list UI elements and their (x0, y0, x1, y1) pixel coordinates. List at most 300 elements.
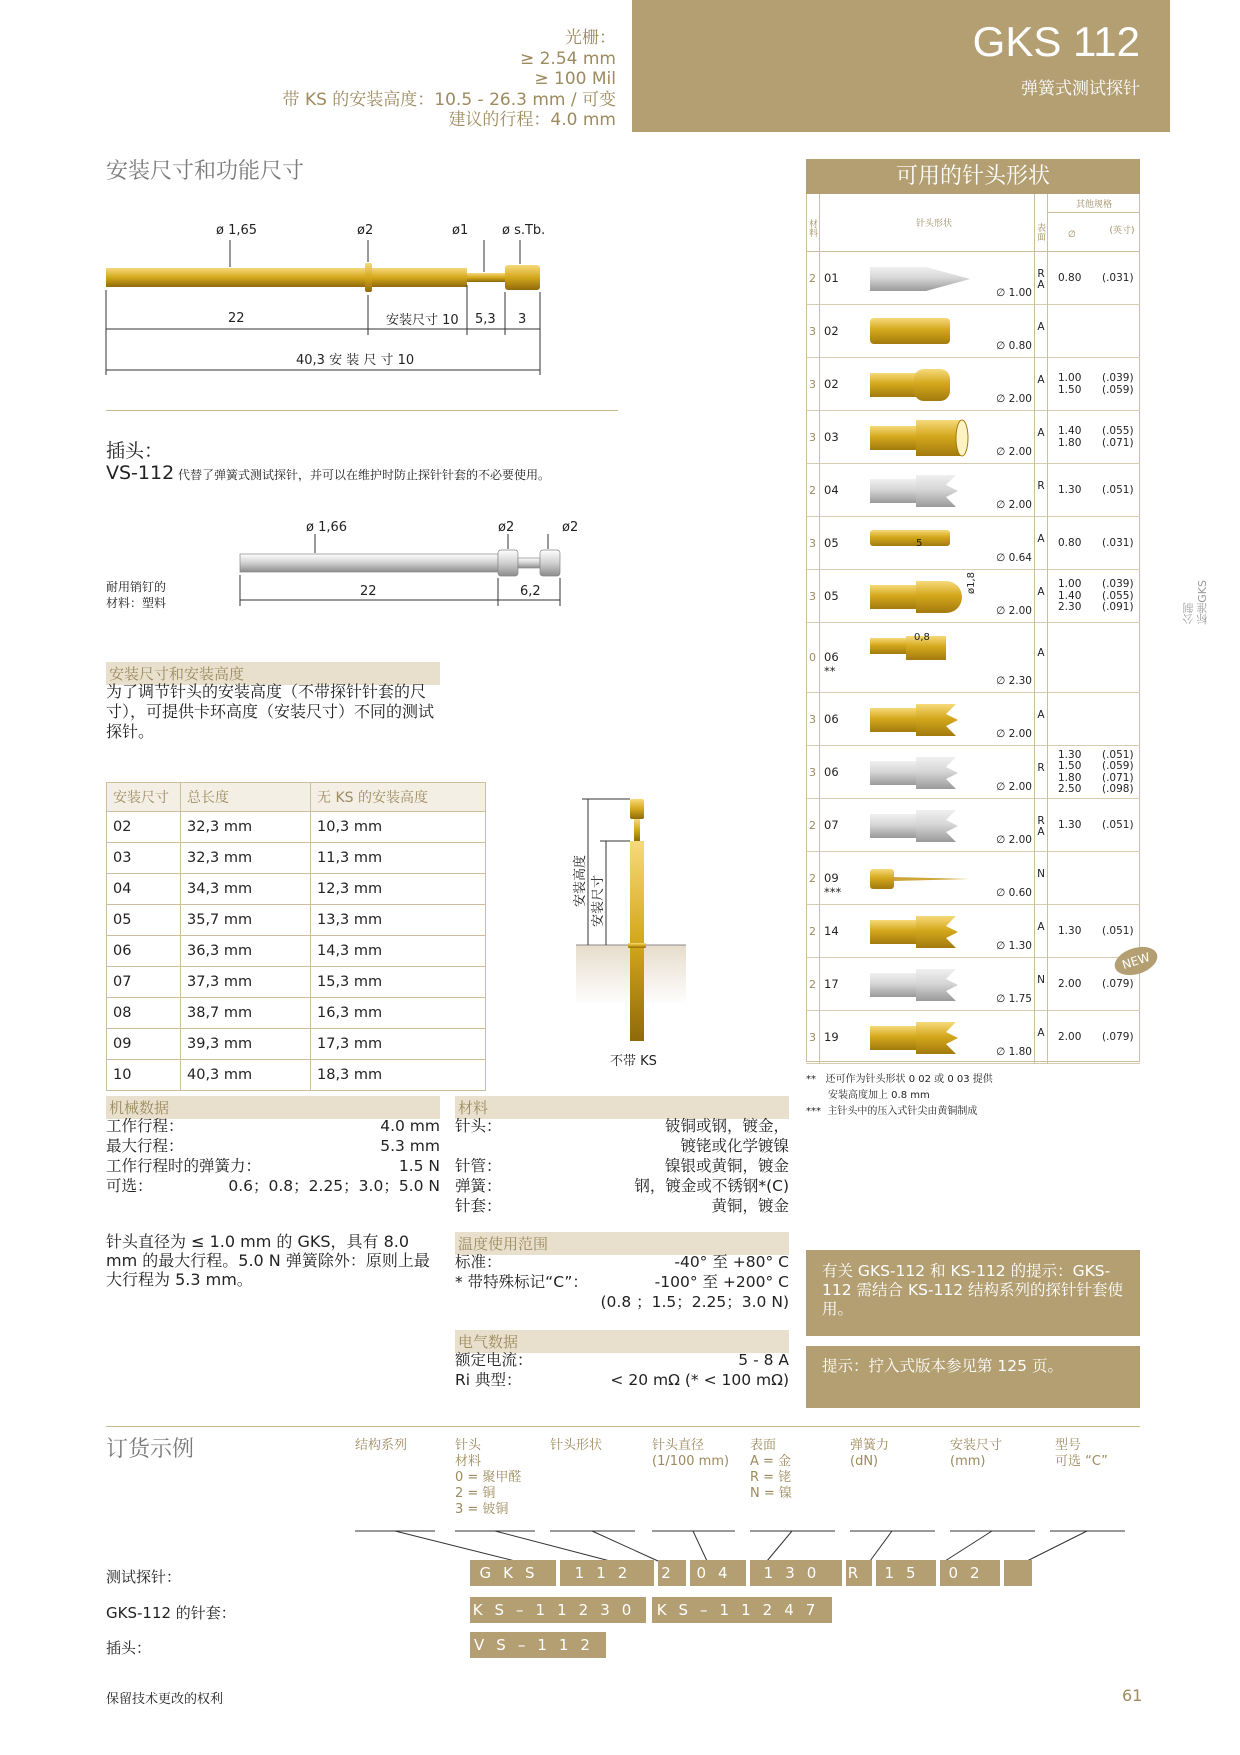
table-row (107, 967, 486, 998)
tip-shape-icon (866, 908, 976, 956)
tip-shape-icon (866, 961, 976, 1009)
cell: 34,3 mm (181, 874, 311, 905)
mech-value: 5.3 mm (380, 1137, 440, 1155)
order-box: R (846, 1560, 872, 1586)
shape-diameter: ∅ 2.00 (996, 728, 1032, 740)
elec-label: Ri 典型： (455, 1371, 522, 1389)
cell: 40,3 mm (181, 1060, 311, 1091)
shape-material: 2 (806, 852, 820, 905)
shape-size (1058, 693, 1098, 746)
shape-material: 2 (806, 958, 820, 1011)
shape-figure (866, 308, 976, 359)
order-title: 订货示例 (106, 1437, 195, 1462)
shape-material: 3 (806, 358, 820, 411)
col-shape: 针头形状 (916, 219, 953, 229)
shape-inch: (.079) (1102, 977, 1134, 990)
tip-shape-icon (866, 361, 976, 409)
order-boxes-row-3 (470, 1632, 606, 1658)
spec-line: 带 KS 的安装高度：10.5 - 26.3 mm / 可变 (282, 89, 616, 110)
order-col-line: 表面 (750, 1438, 777, 1453)
tip-shape-icon (866, 855, 976, 903)
shape-surface: N (1034, 852, 1048, 905)
elec-row (455, 1370, 789, 1390)
shape-figure (866, 908, 976, 959)
cell: 37,3 mm (181, 967, 311, 998)
cell: 02 (107, 812, 181, 843)
shape-figure (866, 749, 976, 800)
shape-row (806, 958, 1140, 1011)
material-rows (455, 1116, 789, 1216)
spec-line: ≥ 100 Mil (534, 69, 616, 89)
mech-value: 4.0 mm (380, 1117, 440, 1135)
side-label-1: 公制 (1182, 602, 1195, 625)
material-row (455, 1116, 789, 1136)
mech-label: 工作行程时的弹簧力： (106, 1157, 262, 1175)
material-row (455, 1196, 789, 1216)
spec-line: 建议的行程：4.0 mm (448, 110, 616, 130)
shape-code: 06 (824, 764, 839, 779)
order-col-line: 3 = 铍铜 (455, 1502, 509, 1517)
shape-figure (866, 414, 976, 465)
material-label: 弹簧： (455, 1177, 502, 1195)
shape-inch (1102, 623, 1142, 693)
shape-size (1058, 305, 1098, 358)
shape-size: 1.30 1.50 1.80 2.50 (1058, 748, 1082, 795)
plug-material-2: 材料：塑料 (106, 596, 167, 610)
shape-inch: (.051) (1102, 924, 1134, 937)
shape-figure (866, 361, 976, 412)
col-inch: (英寸) (1109, 226, 1135, 236)
order-columns (355, 1438, 1155, 1520)
dim-dstb: ø s.Tb. (502, 223, 546, 238)
shape-inch: (.051) (.059) (.071) (.098) (1102, 748, 1134, 795)
shape-material: 3 (806, 693, 820, 746)
mech-row (106, 1176, 440, 1196)
cell: 38,7 mm (181, 998, 311, 1029)
cell: 35,7 mm (181, 905, 311, 936)
shape-row (806, 852, 1140, 905)
shape-surface: R (1034, 464, 1048, 517)
material-value: 黄铜，镀金 (711, 1197, 789, 1215)
divider (106, 410, 618, 411)
shape-material: 2 (806, 905, 820, 958)
table-row (107, 936, 486, 967)
shape-surface: A (1034, 623, 1048, 693)
shape-figure (866, 855, 976, 906)
col-material: 材料 (806, 194, 820, 252)
cell: 03 (107, 843, 181, 874)
shape-code: 04 (824, 482, 839, 497)
new-badge-text: NEW (1120, 949, 1152, 973)
order-col (652, 1438, 729, 1470)
temp-label: 标准： (455, 1253, 502, 1271)
cell: 16,3 mm (311, 998, 486, 1029)
tip-shape-icon (866, 255, 976, 303)
col-dia: ∅ (1068, 230, 1076, 240)
temp-row (455, 1292, 789, 1312)
order-col-line: 0 = 聚甲醛 (455, 1470, 522, 1485)
section-title-dimensions: 安装尺寸和功能尺寸 (106, 159, 305, 184)
order-col-line: (mm) (950, 1454, 986, 1469)
dim-08: 0,8 (914, 632, 930, 643)
table-row (107, 843, 486, 874)
order-row-label: GKS-112 的针套： (106, 1604, 236, 1622)
order-col-line: (dN) (850, 1454, 879, 1469)
dim-d165: ø 1,65 (216, 223, 258, 238)
elec-row (455, 1350, 789, 1370)
table-header: 无 KS 的安装高度 (311, 783, 486, 812)
order-col-line: (1/100 mm) (652, 1454, 730, 1469)
shape-material: 2 (806, 799, 820, 852)
order-col (750, 1438, 792, 1502)
tip-shape-icon (866, 308, 976, 356)
shape-figure (866, 467, 976, 518)
mounted-probe-figure (570, 795, 690, 1065)
shape-size: 2.00 (1058, 977, 1082, 990)
shape-row (806, 305, 1140, 358)
cell: 09 (107, 1029, 181, 1060)
plug-dim-len62: 6,2 (520, 584, 541, 599)
material-label: 针头： (455, 1117, 502, 1135)
cell: 06 (107, 936, 181, 967)
shape-figure (866, 802, 976, 853)
cell: 05 (107, 905, 181, 936)
dim-len3: 3 (518, 312, 527, 327)
col-other: 其他规格 (1048, 197, 1140, 213)
cell: 04 (107, 874, 181, 905)
shape-row (806, 252, 1140, 305)
dim-d1: ø1 (452, 223, 469, 238)
temp-row (455, 1252, 789, 1272)
order-col-line: 型号 (1055, 1438, 1082, 1453)
shape-diameter: ∅ 2.00 (996, 834, 1032, 846)
shape-surface: R A (1034, 252, 1048, 305)
elec-title: 电气数据 (455, 1330, 789, 1353)
hint-box-2 (806, 1346, 1140, 1408)
plug-model: VS-112 (106, 462, 175, 484)
shape-surface: A (1034, 905, 1048, 958)
shape-surface: N (1034, 958, 1048, 1011)
tip-shape-icon (866, 696, 976, 744)
cell: 12,3 mm (311, 874, 486, 905)
divider (106, 1426, 1140, 1427)
cell: 32,3 mm (181, 812, 311, 843)
cell: 36,3 mm (181, 936, 311, 967)
shape-surface: A (1034, 570, 1048, 623)
order-col-line: 2 = 铜 (455, 1486, 496, 1501)
plug-material-1: 耐用销钉的 (106, 580, 167, 594)
shape-surface: A (1034, 305, 1048, 358)
shape-size: 0.80 (1058, 536, 1082, 549)
shape-inch (1102, 305, 1142, 358)
shape-material: 3 (806, 411, 820, 464)
mech-title: 机械数据 (106, 1096, 440, 1119)
material-row (455, 1156, 789, 1176)
shape-inch: (.051) (1102, 818, 1134, 831)
shape-diameter: ∅ 1.30 (996, 940, 1032, 952)
hint-1-text: 有关 GKS-112 和 KS-112 的提示：GKS-112 需结合 KS-112 结构系列的探针针套使用。 (822, 1262, 1124, 1318)
order-col (455, 1438, 521, 1518)
mech-label: 工作行程： (106, 1117, 184, 1135)
order-box: GKS (470, 1560, 556, 1586)
order-col (950, 1438, 1002, 1470)
shape-code: 17 (824, 976, 839, 991)
material-value: 镍银或黄铜，镀金 (664, 1157, 789, 1175)
shape-material: 3 (806, 1011, 820, 1064)
shape-material: 3 (806, 746, 820, 799)
shape-material: 3 (806, 305, 820, 358)
shape-diameter: ∅ 1.00 (996, 287, 1032, 299)
temp-value: (0.8 ；1.5；2.25；3.0 N) (600, 1293, 789, 1311)
cell: 07 (107, 967, 181, 998)
order-boxes-row-1 (470, 1560, 1032, 1586)
temp-value: -100° 至 +200° C (654, 1273, 789, 1291)
order-col (550, 1438, 602, 1454)
shape-surface: A (1034, 358, 1048, 411)
shape-material: 2 (806, 252, 820, 305)
shape-material: 2 (806, 464, 820, 517)
mounting-table (106, 782, 486, 1091)
order-box: 15 (876, 1560, 936, 1586)
shape-material: 0 (806, 623, 820, 693)
tip-shape-icon (866, 802, 976, 850)
shape-row (806, 358, 1140, 411)
temp-value: -40° 至 +80° C (674, 1253, 789, 1271)
shape-row (806, 1011, 1140, 1064)
shape-inch: (.039) (.059) (1102, 372, 1134, 396)
table-row (107, 1060, 486, 1091)
mount-desc: 为了调节针头的安装高度（不带探针针套的尺寸），可提供卡环高度（安装尺寸）不同的测试探针。 (106, 682, 435, 741)
mech-row (106, 1136, 440, 1156)
tip-shape-icon (866, 467, 976, 515)
mount-title: 安装尺寸和安装高度 (106, 662, 440, 685)
probe-dimension-drawing (100, 220, 620, 380)
temp-label: * 带特殊标记“C”： (455, 1273, 588, 1291)
shape-row (806, 517, 1140, 570)
shape-row (806, 905, 1140, 958)
table-header: 总长度 (181, 783, 311, 812)
table-row (107, 1029, 486, 1060)
elec-value: 5 - 8 A (738, 1351, 789, 1369)
tip-shape-icon (866, 1014, 976, 1062)
plug-dim-len22: 22 (360, 584, 377, 599)
material-row (455, 1176, 789, 1196)
order-col-line: R = 铑 (750, 1470, 792, 1485)
order-box: 02 (940, 1560, 1000, 1586)
shape-row (806, 623, 1140, 693)
order-col-line: 针头 (455, 1438, 482, 1453)
mech-value: 0.6；0.8；2.25；3.0；5.0 N (228, 1177, 440, 1195)
shape-row (806, 411, 1140, 464)
shape-note-1b: 安装高度加上 0.8 mm (828, 1090, 930, 1101)
shape-code: 14 (824, 923, 839, 938)
cell: 32,3 mm (181, 843, 311, 874)
hint-box-1 (806, 1250, 1140, 1336)
shape-inch: (.031) (1102, 271, 1134, 284)
material-value: 钢，镀金或不锈钢*(C) (634, 1177, 789, 1195)
material-label: 针管： (455, 1157, 502, 1175)
dim-d2: ø2 (357, 223, 374, 238)
shape-figure (866, 573, 976, 624)
shape-size: 1.30 (1058, 924, 1082, 937)
plug-dim-d166: ø 1,66 (306, 520, 348, 535)
order-box: VS–112 (470, 1632, 606, 1658)
header-specs (200, 28, 616, 131)
plug-dim-d2a: ø2 (498, 520, 515, 535)
material-value: 铍铜或钢，镀金， (664, 1117, 789, 1135)
footer-rights: 保留技术更改的权利 (106, 1692, 224, 1707)
shape-figure (866, 696, 976, 747)
shapes-colheaders (806, 194, 1140, 252)
shape-code: 19 (824, 1029, 839, 1044)
shape-diameter: ∅ 1.80 (996, 1046, 1032, 1058)
shape-code: 06 (824, 711, 839, 726)
tip-shape-icon (866, 749, 976, 797)
shape-diameter: ∅ 0.60 (996, 887, 1032, 899)
shape-code: 09 *** (824, 870, 842, 899)
shape-inch (1102, 693, 1142, 746)
shapes-header (806, 159, 1140, 194)
shape-figure (866, 961, 976, 1012)
shape-figure (866, 255, 976, 306)
cell: 39,3 mm (181, 1029, 311, 1060)
material-value: 镀铑或化学镀镍 (680, 1137, 789, 1155)
mech-value: 1.5 N (398, 1157, 440, 1175)
table-row (107, 874, 486, 905)
mech-row (106, 1156, 440, 1176)
cell: 14,3 mm (311, 936, 486, 967)
order-box: 04 (690, 1560, 746, 1586)
shape-inch: (.055) (.071) (1102, 425, 1134, 449)
shape-inch: (.079) (1102, 1030, 1134, 1043)
tip-shape-icon (866, 414, 976, 462)
table-row (107, 998, 486, 1029)
shape-inch: (.031) (1102, 536, 1134, 549)
shape-size (1058, 852, 1098, 905)
order-box: KS–11247 (652, 1597, 832, 1623)
order-col-line: 弹簧力 (850, 1438, 890, 1453)
shape-code: 01 (824, 270, 839, 285)
mech-label: 可选： (106, 1177, 153, 1195)
order-col-line: 安装尺寸 (950, 1438, 1003, 1453)
shape-inch (1102, 852, 1142, 905)
shape-diameter: ∅ 2.30 (996, 675, 1032, 687)
order-row-label: 插头： (106, 1639, 152, 1657)
shape-surface: A (1034, 517, 1048, 570)
shape-row (806, 746, 1140, 799)
cell: 13,3 mm (311, 905, 486, 936)
order-box: 2 (658, 1560, 686, 1586)
temp-title: 温度使用范围 (455, 1232, 789, 1255)
shape-size (1058, 623, 1098, 693)
shape-inch: (.051) (1102, 483, 1134, 496)
product-title: GKS 112 (972, 18, 1140, 65)
order-box: 112 (560, 1560, 654, 1586)
cell: 18,3 mm (311, 1060, 486, 1091)
shape-code: 02 (824, 323, 839, 338)
order-col-line: N = 镍 (750, 1486, 792, 1501)
product-subtitle: 弹簧式测试探针 (1021, 79, 1140, 99)
cell: 10,3 mm (311, 812, 486, 843)
table-row (107, 812, 486, 843)
hint-2-text: 提示：拧入式版本参见第 125 页。 (822, 1357, 1063, 1375)
dim-total: 40,3 安 装 尺 寸 10 (296, 353, 415, 368)
shape-diameter: ∅ 2.00 (996, 393, 1032, 405)
shape-surface: R (1034, 746, 1048, 799)
order-col (850, 1438, 889, 1470)
material-title: 材料 (455, 1096, 789, 1119)
shape-code: 03 (824, 429, 839, 444)
plug-desc: 代替了弹簧式测试探针，并可以在维护时防止探针针套的不必要使用。 (178, 468, 551, 482)
shape-surface: A (1034, 411, 1048, 464)
plug-title: 插头： (106, 440, 164, 462)
mech-row (106, 1116, 440, 1136)
shape-note-1: ** 还可作为针头形状 0 02 或 0 03 提供 (806, 1074, 993, 1085)
dim-5: 5 (916, 538, 923, 549)
shape-diameter: ∅ 1.75 (996, 993, 1032, 1005)
mech-label: 最大行程： (106, 1137, 184, 1155)
shape-diameter: ∅ 0.80 (996, 340, 1032, 352)
mech-rows (106, 1116, 440, 1196)
cell: 08 (107, 998, 181, 1029)
shape-row (806, 464, 1140, 517)
cell: 10 (107, 1060, 181, 1091)
order-col-line: A = 金 (750, 1454, 792, 1469)
shape-row (806, 693, 1140, 746)
col-surface: 表面 (1034, 194, 1048, 252)
shape-diameter: ∅ 2.00 (996, 446, 1032, 458)
order-row-label: 测试探针： (106, 1568, 182, 1586)
shape-size: 2.00 (1058, 1030, 1082, 1043)
spec-line: 光栅： (565, 28, 616, 48)
shape-size: 1.40 1.80 (1058, 425, 1082, 449)
order-box: 130 (750, 1560, 842, 1586)
shape-size: 0.80 (1058, 271, 1082, 284)
shape-size: 1.00 1.50 (1058, 372, 1082, 396)
header-banner (632, 0, 1170, 132)
elec-rows (455, 1350, 789, 1390)
shape-surface: A (1034, 1011, 1048, 1064)
shape-code: 05 (824, 588, 839, 603)
temp-row (455, 1272, 789, 1292)
shape-code: 07 (824, 817, 839, 832)
plug-dim-d2b: ø2 (562, 520, 579, 535)
mech-note: 针头直径为 ≤ 1.0 mm 的 GKS，具有 8.0 mm 的最大行程。5.0 N 弹簧除外：原则上最大行程为 5.3 mm。 (106, 1232, 430, 1289)
tip-shape-icon (866, 573, 976, 621)
shape-material: 3 (806, 570, 820, 623)
shape-size: 1.30 (1058, 818, 1082, 831)
probe-caption: 不带 KS (610, 1054, 657, 1069)
plug-drawing (230, 520, 590, 620)
probe-size-label: 安装尺寸 (591, 874, 606, 927)
shape-size: 1.00 1.40 2.30 (1058, 578, 1082, 614)
side-label (1182, 580, 1210, 625)
dim-len53: 5,3 (475, 312, 496, 327)
side-label-2: 标准GKS (1196, 580, 1209, 625)
spec-line: ≥ 2.54 mm (519, 48, 616, 69)
dim-18: ø1,8 (966, 572, 977, 595)
cell: 11,3 mm (311, 843, 486, 874)
shape-code: 06 ** (824, 650, 839, 678)
shape-inch: (.039) (.055) (.091) (1102, 578, 1134, 614)
elec-label: 额定电流： (455, 1351, 533, 1369)
material-row (455, 1136, 789, 1156)
material-label: 针套： (455, 1197, 502, 1215)
shape-surface: R A (1034, 799, 1048, 852)
order-col-line: 可选 “C” (1055, 1454, 1108, 1469)
order-box (1004, 1560, 1032, 1586)
temp-rows (455, 1252, 789, 1312)
